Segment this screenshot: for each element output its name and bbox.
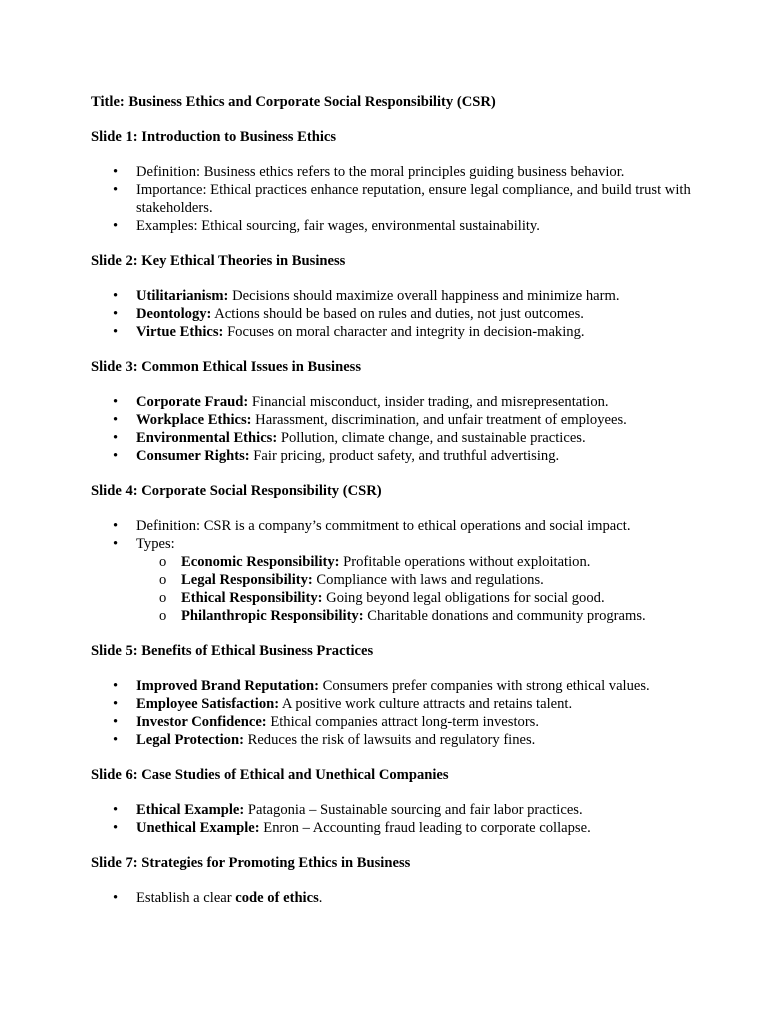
item-term: Investor Confidence: <box>136 714 267 730</box>
item-text: Consumers prefer companies with strong ethical values. <box>319 678 650 694</box>
slide-section <box>91 128 691 235</box>
slide-heading: Slide 3: Common Ethical Issues in Business <box>91 359 362 375</box>
slide-section <box>91 482 691 625</box>
bullet-list <box>91 393 691 465</box>
list-item <box>91 889 691 907</box>
item-term: Corporate Fraud: <box>136 394 249 410</box>
list-item <box>91 695 691 713</box>
item-text: Enron – Accounting fraud leading to corporate collapse. <box>259 820 591 836</box>
list-item <box>91 517 691 535</box>
list-item <box>91 323 691 341</box>
slide-section <box>91 358 691 465</box>
item-text: Going beyond legal obligations for social good. <box>322 590 605 606</box>
item-text: Profitable operations without exploitation. <box>339 554 591 570</box>
list-item <box>91 677 691 695</box>
list-item <box>91 217 691 235</box>
item-text: Harassment, discrimination, and unfair treatment of employees. <box>251 412 627 428</box>
item-term: Virtue Ethics: <box>136 324 224 340</box>
list-item <box>91 713 691 731</box>
item-term: Deontology: <box>136 306 212 322</box>
item-text: Compliance with laws and regulations. <box>312 572 544 588</box>
list-item <box>91 181 691 217</box>
item-term: Unethical Example: <box>136 820 260 836</box>
item-term: Employee Satisfaction: <box>136 696 280 712</box>
item-text: Decisions should maximize overall happiness and minimize harm. <box>228 288 620 304</box>
item-text: Definition: CSR is a company’s commitment to ethical operations and social impact. <box>136 518 631 534</box>
list-item <box>91 801 691 819</box>
item-term: Legal Responsibility: <box>181 572 313 588</box>
list-item <box>91 731 691 749</box>
item-text: Fair pricing, product safety, and truthful advertising. <box>249 448 560 464</box>
item-text: Financial misconduct, insider trading, and misrepresentation. <box>248 394 609 410</box>
slide-heading: Slide 4: Corporate Social Responsibility (CSR) <box>91 483 382 499</box>
sub-list-item <box>136 607 691 625</box>
item-term: Philanthropic Responsibility: <box>181 608 364 624</box>
bullet-list <box>91 801 691 837</box>
item-text: Actions should be based on rules and duties, not just outcomes. <box>211 306 584 322</box>
item-term: Legal Protection: <box>136 732 244 748</box>
bullet-list <box>91 517 691 625</box>
bullet-list <box>91 163 691 235</box>
item-text: Definition: Business ethics refers to the moral principles guiding business behavior. <box>136 164 625 180</box>
slide-heading: Slide 5: Benefits of Ethical Business Practices <box>91 643 374 659</box>
document-body <box>91 93 691 924</box>
item-term: Utilitarianism: <box>136 288 229 304</box>
slide-heading: Slide 2: Key Ethical Theories in Business <box>91 253 346 269</box>
item-text: Charitable donations and community programs. <box>363 608 646 624</box>
item-text: Ethical companies attract long-term investors. <box>266 714 540 730</box>
bullet-list <box>91 889 691 907</box>
list-item <box>91 447 691 465</box>
list-item <box>91 287 691 305</box>
item-term: Economic Responsibility: <box>181 554 340 570</box>
item-term: Ethical Example: <box>136 802 245 818</box>
item-text: Pollution, climate change, and sustainable practices. <box>277 430 586 446</box>
sub-list-item <box>136 589 691 607</box>
item-text: Focuses on moral character and integrity in decision-making. <box>223 324 585 340</box>
sub-list-item <box>136 553 691 571</box>
list-item <box>91 819 691 837</box>
item-text: Types: <box>136 536 175 552</box>
list-item <box>91 411 691 429</box>
slide-section <box>91 766 691 837</box>
item-term: Ethical Responsibility: <box>181 590 323 606</box>
slide-section <box>91 854 691 907</box>
list-item <box>91 163 691 181</box>
item-text: Examples: Ethical sourcing, fair wages, environmental sustainability. <box>136 218 540 234</box>
bullet-list <box>91 677 691 749</box>
sub-list-item <box>136 571 691 589</box>
item-text: Reduces the risk of lawsuits and regulatory fines. <box>243 732 536 748</box>
item-term: Workplace Ethics: <box>136 412 252 428</box>
list-item <box>91 305 691 323</box>
slide-heading: Slide 6: Case Studies of Ethical and Unethical Companies <box>91 767 449 783</box>
list-item <box>91 429 691 447</box>
item-term: Improved Brand Reputation: <box>136 678 319 694</box>
document-title: Title: Business Ethics and Corporate Social Responsibility (CSR) <box>91 94 496 110</box>
list-item <box>91 393 691 411</box>
slide-heading: Slide 1: Introduction to Business Ethics <box>91 129 337 145</box>
item-text-after: . <box>318 890 323 906</box>
slide-section <box>91 642 691 749</box>
slide-section <box>91 252 691 341</box>
item-text: Patagonia – Sustainable sourcing and fair labor practices. <box>244 802 583 818</box>
item-term: Consumer Rights: <box>136 448 250 464</box>
list-item <box>91 535 691 625</box>
item-term: code of ethics <box>235 890 319 906</box>
bullet-list <box>91 287 691 341</box>
item-text: Establish a clear <box>136 890 236 906</box>
item-text: A positive work culture attracts and retains talent. <box>279 696 573 712</box>
slide-heading: Slide 7: Strategies for Promoting Ethics in Business <box>91 855 411 871</box>
item-term: Environmental Ethics: <box>136 430 278 446</box>
sub-list <box>136 553 691 625</box>
item-text: Importance: Ethical practices enhance reputation, ensure legal compliance, and build trust with stakeholders. <box>136 182 691 216</box>
